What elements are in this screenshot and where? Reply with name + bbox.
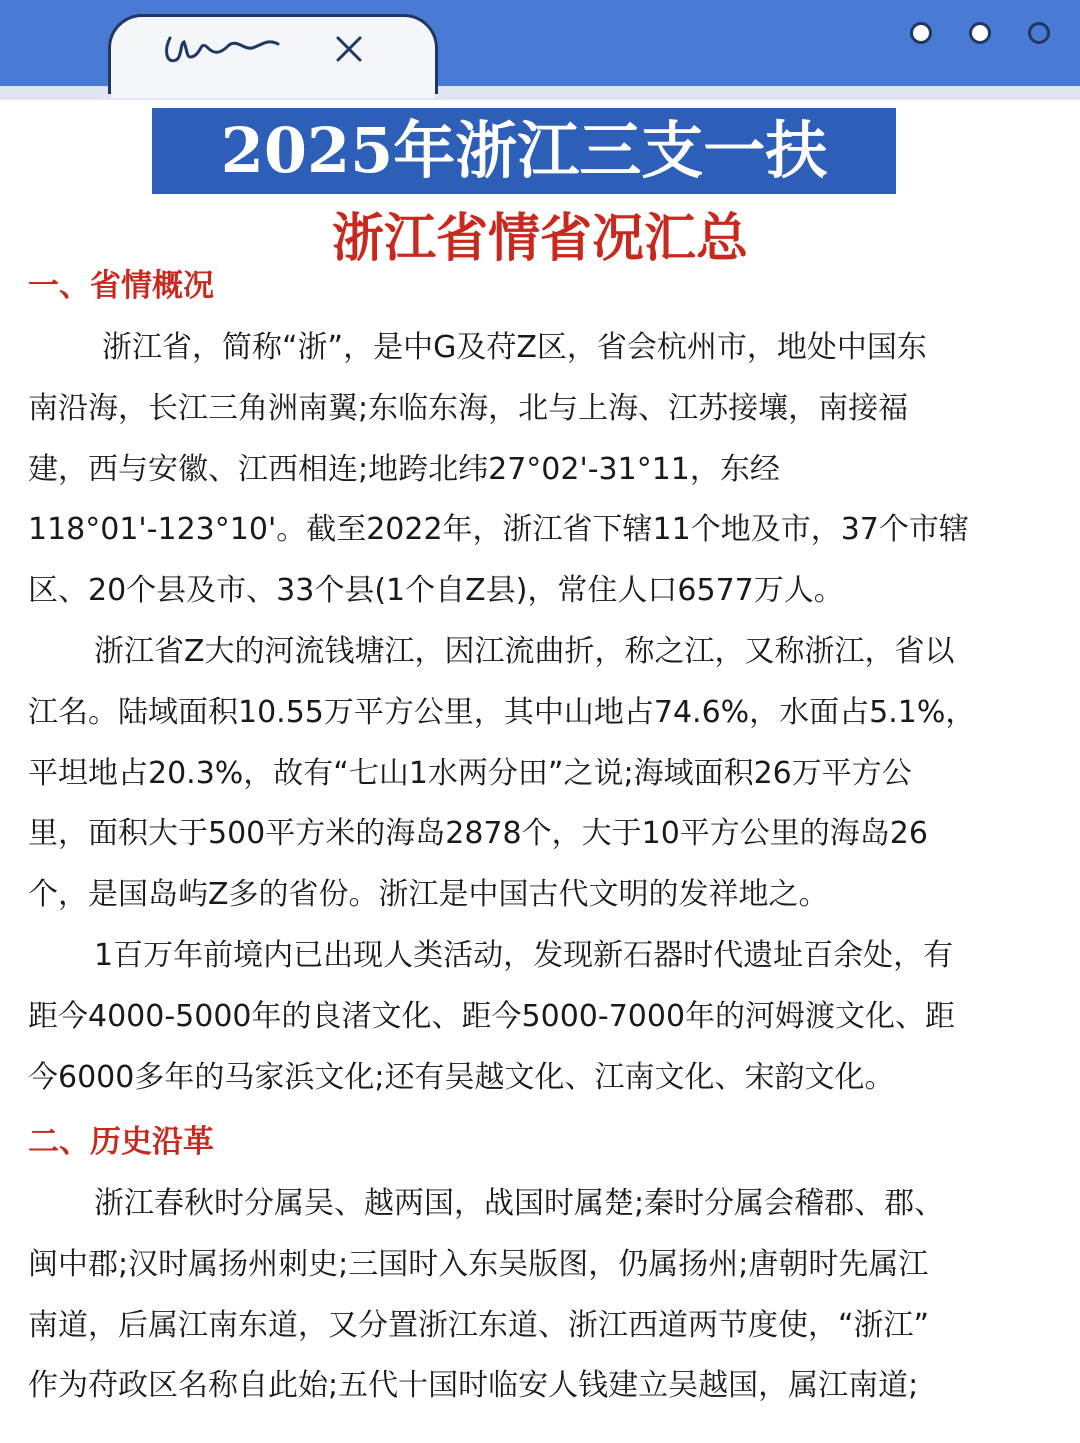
section-heading: 二、历史沿革	[28, 1124, 214, 1160]
paragraph-line: 1百万年前境内已出现人类活动，发现新石器时代遗址百余处，有	[94, 938, 954, 973]
page-title: 2025年浙江三支一扶	[152, 108, 896, 194]
paragraph-line: 今6000多年的马家浜文化;还有吴越文化、江南文化、宋韵文化。	[28, 1059, 895, 1095]
window-dot[interactable]	[969, 22, 991, 44]
paragraph	[28, 318, 1028, 622]
window-dot[interactable]	[1028, 22, 1050, 44]
paragraph-line: 南沿海，长江三角洲南翼;东临东海，北与上海、江苏接壤，南接福	[28, 390, 909, 426]
paragraph-line: 浙江省，简称“浙”，是中G及苻Z区，省会杭州市，地处中国东	[72, 330, 927, 365]
section-heading: 一、省情概况	[28, 268, 214, 304]
paragraph	[28, 622, 1028, 926]
paragraph-line: 个，是国岛屿Z多的省份。浙江是中国古代文明的发祥地之。	[28, 877, 829, 913]
paragraph-line: 里，面积大于500平方米的海岛2878个，大于10平方公里的海岛26	[28, 816, 928, 852]
browser-tab-base	[111, 84, 435, 98]
paragraph-line: 浙江春秋时分属吴、越两国，战国时属楚;秦时分属会稽郡、郡、	[94, 1186, 945, 1221]
paragraph-line: 118°01'-123°10'。截至2022年，浙江省下辖11个地及市，37个市辖	[28, 512, 969, 548]
page-subtitle: 浙江省情省况汇总	[331, 208, 748, 269]
paragraph-line: 闽中郡;汉时属扬州刺史;三国时入东吴版图，仍属扬州;唐朝时先属江	[28, 1246, 929, 1282]
scribble-icon	[160, 30, 300, 70]
paragraph-line: 建，西与安徽、江西相连;地跨北纬27°02'-31°11，东经	[28, 451, 780, 487]
paragraph-line: 浙江省Z大的河流钱塘江，因江流曲折，称之江，又称浙江，省以	[94, 634, 955, 669]
paragraph-line: 作为苻政区名称自此始;五代十国时临安人钱建立吴越国，属江南道;	[28, 1368, 919, 1404]
close-icon[interactable]	[334, 34, 364, 64]
paragraph-line: 区、20个县及市、33个县(1个自Z县)，常住人口6577万人。	[28, 573, 844, 609]
paragraph	[28, 926, 1028, 1108]
paragraph-line: 平坦地占20.3%，故有“七山1水两分田”之说;海域面积26万平方公	[28, 755, 912, 791]
paragraph-line: 距今4000-5000年的良渚文化、距今5000-7000年的河姆渡文化、距	[28, 998, 956, 1034]
paragraph	[28, 1174, 1028, 1417]
paragraph-line: 江名。陆域面积10.55万平方公里，其中山地占74.6%，水面占5.1%，	[28, 694, 976, 730]
paragraph-line: 南道，后属江南东道，又分置浙江东道、浙江西道两节度使，“浙江”	[28, 1307, 930, 1343]
window-dot[interactable]	[910, 22, 932, 44]
